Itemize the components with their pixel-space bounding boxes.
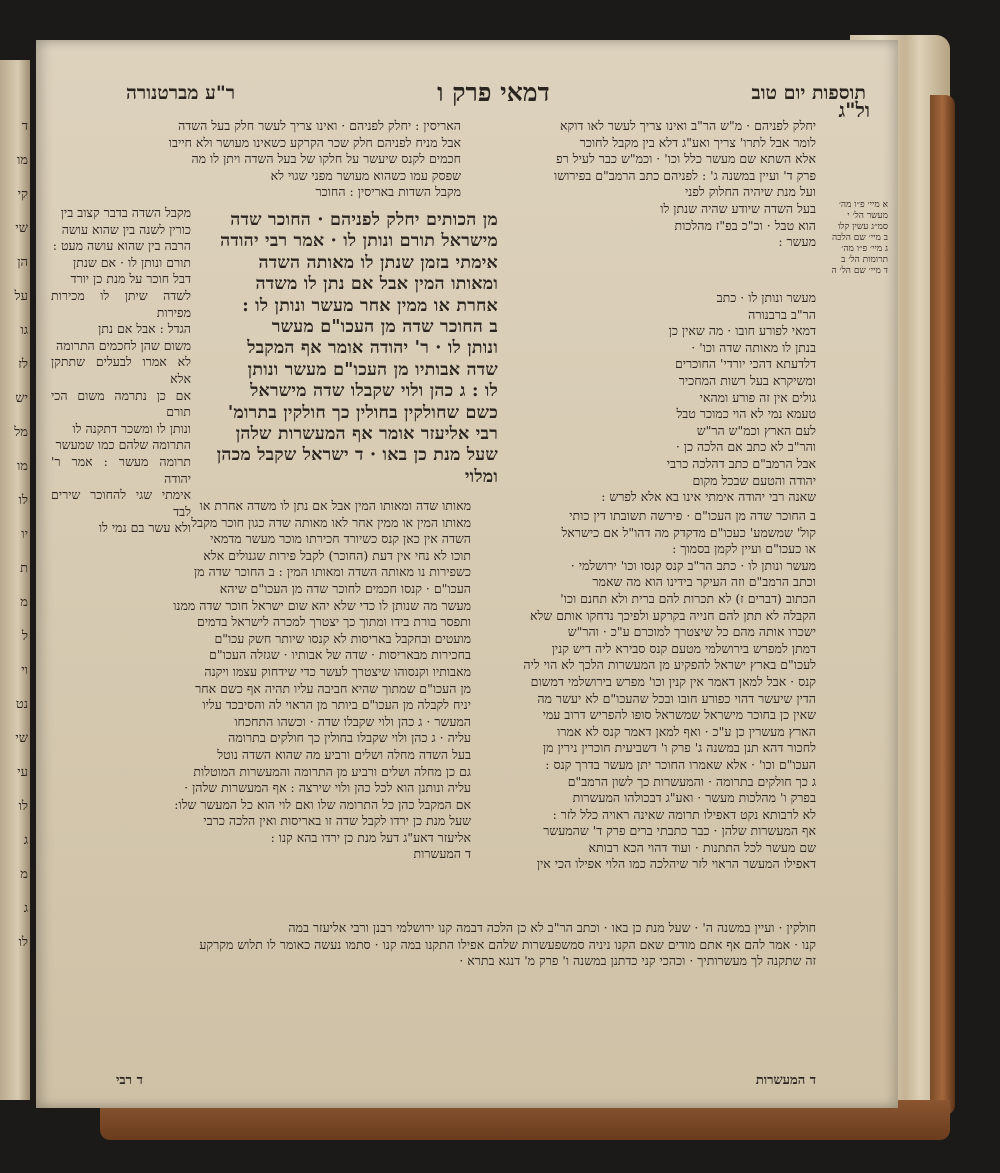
- tosafot-line: דאפילו המעשר הראוי לזר שיהלכה כמו הלוי אפילו הכי אין: [536, 856, 816, 872]
- mishna-line: מישראל תורם ונותן לו · אמר רבי יהודה: [220, 231, 498, 252]
- tosafot-top-block: [476, 118, 816, 288]
- bartenura-line: אבל מניח לפניהם חלק שכר הקרקע כשאינו מעושר ולא חייבו: [168, 134, 461, 150]
- bartenura-line: תורם ונותן לו · אם שנתן: [73, 254, 191, 270]
- book-page: [36, 40, 898, 1108]
- tosafot-line: הוא טבל · וכ"כ בפ"ז מהלכות: [674, 217, 816, 233]
- tosafot-line: לעכו"ם בארץ ישראל להפקיע מן המעשרות הלכך לא הוי ליה: [523, 657, 816, 673]
- left-page-fragment: הן: [17, 255, 28, 270]
- tosafot-line: לומר אבל לתרו' צריך ואע"ג דלא בין מקבל לחוכר: [579, 134, 816, 150]
- bartenura-line: אליעזר דאע"ג דעל מנת כן ירדו בהא קנו :: [270, 829, 471, 845]
- mishna-line: ומלוי: [464, 466, 498, 487]
- bartenura-line: יניח לקבלה מן העכו"ם ביותר מן הראוי לה והסיבכד עליו: [202, 697, 471, 713]
- tosafot-line: דלדעתא דהכי יורדי' החוכרים: [674, 356, 816, 372]
- marginal-note: ב מיי׳ שם הלכה: [831, 233, 888, 243]
- mishna-line: כשם שחולקין בחולין כך חולקין בתרומ': [227, 402, 498, 423]
- bartenura-line: מן העכו"ם שמתוך שהיא חביבה עליו תהיה אף כשם אחר: [195, 680, 471, 696]
- tosafot-line: קנס · אבל למאן דאמר אין קנין וכו' מפרש בירושלמי דמשום: [530, 673, 816, 689]
- mishna-line: שדה אבותיו מן העכו"ם מעשר ונותן: [247, 359, 498, 380]
- bartenura-line: כורין לשנה בין שהוא עושה: [61, 221, 191, 237]
- left-page-fragment: יש: [15, 391, 28, 406]
- tosafot-line: לעם הארץ וכמ"ש הר"ש: [696, 422, 816, 438]
- bartenura-line: השדה אין כאן קנס כשיורד חכירתו מוכר מעשר מדמאי: [210, 531, 471, 547]
- bartenura-line: ד המעשרות: [413, 846, 471, 862]
- header-right: תוספות יום טוב: [751, 81, 866, 104]
- bartenura-line: בחכירות מבאריסות · שדה של אבותיו · שגזלה העכו"ם: [209, 647, 471, 663]
- bartenura-line: תוכו לא נחי אין דעת (החוכר) לקבל פירות שגנולים אלא: [203, 547, 471, 563]
- tosafot-line: ועל מנת שיהיה החלוק לפני: [685, 184, 816, 200]
- tosafot-line: מעשר :: [778, 234, 816, 250]
- bartenura-line: חכמים לקנס שיעשר על חלקו של בעל השדה ויתן לו מה: [191, 151, 461, 167]
- left-page-fragment: ג: [23, 833, 28, 848]
- left-page-fragment: וי: [21, 663, 28, 678]
- tosafot-line: שאין כן בחוכר מישראל שמשראל סופו להפריש דרוב עמי: [542, 707, 816, 723]
- bartenura-line: מאבותיו וקנסוהו שיצטרך לעשר כדי שידחוק עצמו ויקנה: [204, 663, 471, 679]
- left-page-fragment: מו: [16, 153, 28, 168]
- mishna-line: ב החוכר שדה מן העכו"ם מעשר: [271, 317, 498, 338]
- bartenura-top-block: [51, 118, 461, 203]
- catchword-right: ד המעשרות: [755, 1073, 816, 1088]
- tosafot-line: הדין שיעשר דהוי כפורע חובו ובכל שהעכו"ם לא יעשר מה: [537, 690, 816, 706]
- bartenura-line: לשדה שיתן לו מכירות מפירות: [51, 287, 191, 320]
- left-page-fragment: לו: [18, 799, 28, 814]
- tosafot-bottom-block: [476, 508, 816, 918]
- bartenura-line: אם המקבל כהן כל התרומה שלו ואם לוי הוא כל המעשר שלו:: [174, 796, 471, 812]
- bartenura-line: ולא עשר בם נמי לו: [98, 520, 191, 536]
- tosafot-line: ומשיקרא בעל רשות המחכיר: [678, 372, 816, 388]
- marginal-note: תרומות הל׳ ב: [841, 255, 888, 265]
- header-left: ר"ע מברטנורה: [126, 81, 236, 104]
- mishna-text: [198, 210, 498, 495]
- bartenura-line: המעשר · ג כהן ולוי שקבלו שדה · וכשהו התחכחו: [234, 713, 471, 729]
- bartenura-line: עליה · ג כהן ולוי שקבלו בחולין כך חולקים בתרומה: [228, 730, 471, 746]
- bartenura-line: לא אמרו לבעלים שתתקן אלא: [51, 354, 191, 386]
- tosafot-line: מעשר ונותן לו · כתב: [716, 290, 816, 305]
- bartenura-line: ונותן לו ומשכר דתקנה לו: [72, 420, 191, 436]
- tosafot-wide-block: [51, 920, 816, 1070]
- tosafot-line: דמאי לפורע חובו · מה שאין כן: [668, 323, 816, 339]
- left-page-fragment: ד: [21, 119, 28, 134]
- tosafot-line: וכתב הרמב"ם וזה העיקר בידינו הוא מה שאמר: [592, 574, 816, 590]
- tosafot-line: הר"ב ברבנורה: [748, 306, 816, 322]
- left-page-fragment: מו: [16, 459, 28, 474]
- bartenura-line: האריסין : יחלק לפניהם · ואינו צריך לעשר חלק בעל השדה: [178, 118, 461, 133]
- tosafot-line: פרק ד' ועיין במשנה ג' : לפניהם כתב הרמב"ם בפירושו: [554, 167, 816, 183]
- left-page-fragment: נט: [15, 697, 28, 712]
- left-page-fragment: גו: [20, 323, 28, 338]
- header-center: דמאי פרק ו: [437, 78, 550, 107]
- left-page-fragment: מ: [20, 595, 28, 610]
- marginal-note: ג מיי׳ פ״ו מה׳: [841, 244, 888, 254]
- bartenura-line: ותפסר בורת בידו ומתוך כך יצטרך למכרה לישראל בדמים: [196, 614, 471, 630]
- tosafot-line: מעשר ונותן לו · כתב הר"ב קנס קנסו וכו' ירושלמי ·: [570, 557, 816, 573]
- left-page-fragment: מל: [14, 425, 28, 440]
- bartenura-line: כשפירות נו מאותה השדה ומאותו המין : ב החוכר שדה מן: [193, 564, 471, 580]
- mishna-line: ומאותו המין אבל אם נתן לו משדה: [255, 274, 498, 295]
- left-page-fragment: עי: [17, 765, 28, 780]
- mishna-line: מן הכותים יחלק לפניהם · החוכר שדה: [230, 210, 498, 230]
- tosafot-side-block: [506, 290, 816, 505]
- tosafot-line: חולקין · ועיין במשנה ה' · שעל מנת כן באו · וכתב הר"ב לא כן הלכה דבמה קנו ירושלמי רבנן ורבי אליעזר במה: [288, 920, 816, 935]
- mishna-line: אחרת או ממין אחר מעשר ונותן לו :: [242, 295, 498, 316]
- tosafot-line: לא לרבותא נקט דאפילו תרומה שאינה ראויה כלל לזר :: [552, 806, 816, 822]
- folio-number: ול"ג: [838, 98, 870, 122]
- tosafot-line: בנתן לו מאותה שדה וכו' ·: [691, 339, 816, 355]
- bartenura-line: מקבל השדות באריסין : החוכר: [315, 184, 461, 200]
- left-page-fragment: ג: [23, 901, 28, 916]
- tosafot-line: או כעכו"ם ועיין לקמן בסמוך :: [672, 541, 816, 557]
- bartenura-line: התרומה שלהם כמו שמעשר: [55, 437, 191, 453]
- tosafot-line: בפרק ו' מהלכות מעשר · ואע"ג דבכולהו המעשרות: [572, 790, 816, 806]
- mishna-line: רבי אליעזר אומר אף המעשרות שלהן: [235, 424, 498, 445]
- bartenura-line: העכו"ם · קנסו חכמים לחוכר שדה מן העכו"ם שיהא: [219, 580, 471, 596]
- left-page-fragment: על: [14, 289, 28, 304]
- marginal-notes: [818, 200, 888, 277]
- tosafot-line: טעמא נמי לא הוי כמוכר טבל: [676, 406, 816, 422]
- marginal-note: מעשר הל׳ י: [847, 211, 888, 221]
- bartenura-line: שפסק עמו כשהוא מעושר מפני שגוי לא: [270, 167, 461, 183]
- tosafot-line: ג כך חולקים בתרומה · והמעשרות כך לשון הרמב"ם: [567, 773, 816, 789]
- catchword-row: [116, 1072, 816, 1088]
- tosafot-line: לחכור דהא תנן במשנה ג' פרק ו' דשביעית חוכרין נירין מן: [542, 740, 816, 756]
- tosafot-line: העכו"ם וכו' · אלא שאמרו החוכר יתן מעשר בדרך קנס :: [545, 756, 816, 772]
- tosafot-line: הכתוב (דברים ז) לא תכרות להם ברית ולא תחנם וכו': [560, 590, 816, 606]
- bartenura-line: דבל חוכר על מנת כן יורד: [70, 271, 191, 287]
- tosafot-line: שם מעשר לכל התתנות · ועוד דהוי הכא רבותא: [588, 839, 816, 855]
- bartenura-bottom-block: [51, 498, 471, 918]
- tosafot-line: הקבלה לא תתן להם חנייה בקרקע ולפיכך נדחקו אותם שלא: [530, 607, 816, 623]
- mishna-line: לו : ג כהן ולוי שקבלו שדה מישראל: [250, 381, 498, 402]
- binding-leather: [930, 95, 955, 1115]
- left-page-fragment: שי: [15, 731, 28, 746]
- tosafot-line: קנו · אמר להם אף אתם מודים שאם הקנו ניניה סמשפעשרות שלהם אפילו התקנו במה קנו · סתמו נעשה כאומר לו תלוש מקרקע: [199, 936, 816, 952]
- bartenura-line: הגדל : אבל אם נתן: [98, 321, 191, 337]
- tosafot-line: ב החוכר שדה מן העכו"ם · פירשה תשובתו דין כותי: [569, 508, 816, 523]
- bartenura-line: משום שהן לחכמים התרומה: [56, 337, 191, 353]
- marginal-note: ד מיי׳ שם הל׳ ה: [831, 266, 888, 276]
- left-page-fragment: לז: [18, 357, 28, 372]
- tosafot-line: והר"ב לא כתב אם הלכה כן ·: [675, 439, 816, 455]
- tosafot-line: ישכרו אותה מהם כל שיצטרך למוכרם ע"כ · והר"ש: [567, 624, 816, 640]
- bartenura-line: מאותו שדה ומאותו המין אבל אם נתן לו משדה אחרת או: [199, 498, 471, 513]
- bartenura-line: הרבה בין שהוא עושה מעט :: [52, 238, 191, 254]
- bartenura-line: עליה ונותנן הוא לכל כהן ולוי שירצה : אף המעשרות שלהן ·: [184, 780, 471, 796]
- bartenura-line: מקבל השדה בדבר קצוב בין: [60, 205, 191, 220]
- mishna-line: אימתי בזמן שנתן לו מאותה השדה: [258, 252, 498, 273]
- tosafot-line: בעל השדה שיודע שהיה שנתן לו: [660, 200, 816, 216]
- bartenura-line: מועטים ובחקבל באריסות לא קנסו שיותר חשק עכו"ם: [214, 630, 471, 646]
- bartenura-line: בעל השדה מחלה ושלים ורביע מה שהוא השדה נוטל: [217, 746, 471, 762]
- bartenura-line: אם כן נתרמה משום הכי תורם: [51, 387, 191, 420]
- left-page-edge: [0, 60, 30, 1100]
- tosafot-line: הארץ מעשרין כן ע"כ · ואף למאן דאמר קנס לא אמרו: [557, 723, 816, 739]
- bartenura-line: שעל מנת כן ירדו לקבל שדה זו באריסות ואין הלכה כרבי: [203, 813, 471, 829]
- mishna-line: שעל מנת כן באו · ד ישראל שקבל מכהן: [216, 445, 498, 466]
- running-header: [126, 78, 866, 108]
- tosafot-line: גולים אין זה פורע ומהאי: [699, 389, 816, 405]
- left-page-fragment: קי: [17, 187, 28, 202]
- bartenura-line: גם כן מחלה ושלים ורביע מן התרומה והמעשרות המוטלות: [193, 763, 471, 779]
- bartenura-line: תרומה מעשר : אמר ר' יהודה: [51, 453, 191, 486]
- left-page-fragment: לו: [18, 493, 28, 508]
- tosafot-line: זה שתקנה לך מעשרותיך · וכהכי קני כדתנן במשנה ו' פרק מ' דנגא בתרא ·: [459, 953, 816, 969]
- left-page-fragment: ל: [21, 629, 28, 644]
- marginal-note: א מיי׳ פ״ו מה׳: [838, 200, 888, 210]
- left-page-fragment: לו: [18, 935, 28, 950]
- tosafot-line: יחלק לפניהם · מ"ש הר"ב ואינו צריך לעשר לאו דוקא: [560, 118, 816, 133]
- tosafot-line: אף המעשרות שלהן · כבר כתבתי ברים פרק ד' שהמעשר: [543, 823, 816, 839]
- tosafot-line: אבל הרמב"ם כתב דהלכה כרבי: [666, 455, 816, 471]
- bartenura-line: מאותו המין או ממין אחר לאו מאותה שדה כגון חוכר מקבל: [191, 514, 471, 530]
- marginal-note: סמ״ג עשין קלו: [837, 222, 888, 232]
- left-page-fragment: ת: [20, 561, 28, 576]
- tosafot-line: דמתן למפרש בירושלמי מטעם קנס סבירא ליה דיש קנין: [551, 640, 816, 656]
- mishna-line: ונותן לו · ר' יהודה אומר אף המקבל: [247, 338, 498, 359]
- tosafot-line: קול' שמשמע' כעכו"ם מדקדק מה דהו"ל אם כישראל: [561, 524, 816, 540]
- bartenura-line: אימתי שגי להחוכר שירים לבד: [51, 487, 191, 519]
- tosafot-line: יהודה והטעם שבכל מקום: [692, 472, 816, 488]
- tosafot-line: אלא השתא שם מעשר כלל וכו' · וכמ"ש כבר לעיל רפ: [556, 151, 816, 167]
- bartenura-side-block: [51, 205, 191, 536]
- catchword-left: ד רבי: [116, 1073, 143, 1088]
- tosafot-line: שאנה רבי יהודה אימתי אינו בא אלא לפרש :: [601, 489, 816, 505]
- left-page-fragment: מ: [20, 867, 28, 882]
- left-page-fragment: שי: [15, 221, 28, 236]
- bartenura-line: מעשר מה שנותן לו כדי שלא יהא שום ישראל חוכר שדה ממנו: [173, 597, 471, 613]
- left-page-fragment: יו: [21, 527, 28, 542]
